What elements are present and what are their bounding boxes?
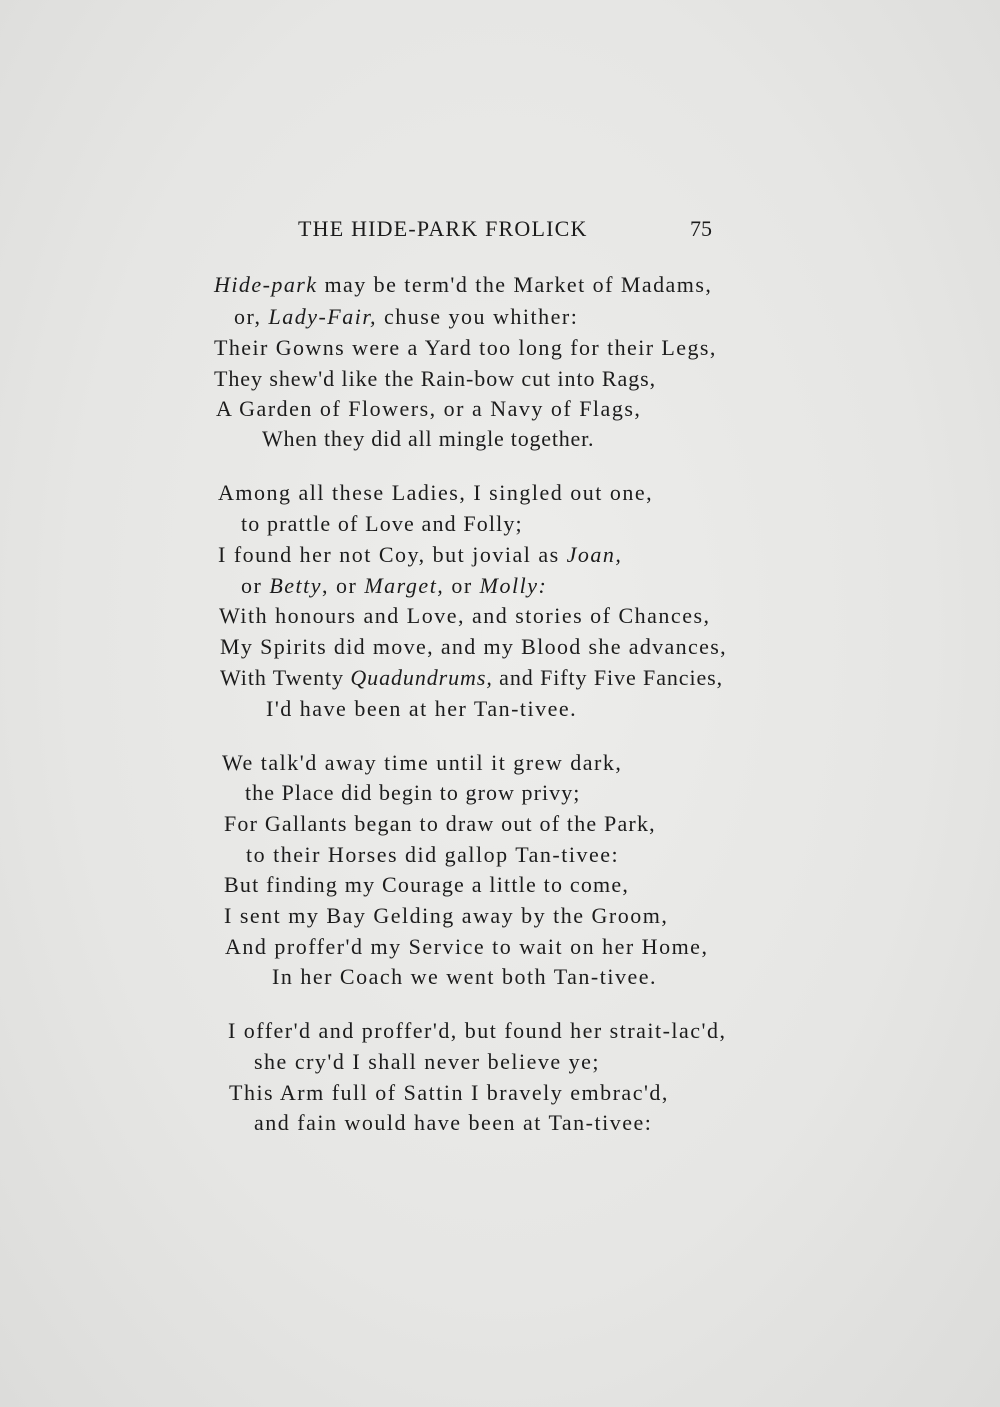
verse-line [214,270,712,300]
line-text: Their Gowns were a Yard too long for their Legs, [214,335,717,360]
verse-line [224,809,656,839]
verse-line [245,778,580,808]
verse-line [241,509,523,539]
italic-text: Betty [269,573,323,598]
line-text: the Place did begin to grow privy; [245,780,581,805]
line-text: For Gallants began to draw out of the Park, [224,811,656,836]
verse-line [228,1016,726,1046]
verse-line [229,1078,669,1108]
line-text: or [444,573,480,598]
verse-line [224,901,668,931]
verse-line [220,663,723,693]
line-text: and fain would have been at Tan-tivee: [254,1110,653,1135]
line-text: may be term'd the Market of Madams, [317,272,713,297]
verse-line [254,1108,652,1138]
line-text: My Spirits did move, and my Blood she advances, [220,634,727,659]
line-text: And proffer'd my Service to wait on her Home, [225,934,709,959]
verse-line [218,540,622,570]
line-text: A Garden of Flowers, or a Navy of Flags, [216,396,642,421]
line-text: I sent my Bay Gelding away by the Groom, [224,903,669,928]
line-text: But finding my Courage a little to come, [224,872,630,897]
italic-text: Joan, [566,542,623,567]
line-text: I found her not Coy, but jovial as [218,542,567,567]
verse-line [272,962,657,992]
italic-text: Quadundrums, [350,665,493,690]
line-text: to their Horses did gallop Tan-tivee: [246,842,620,867]
line-text: , or [322,573,365,598]
verse-line [241,571,547,601]
line-text: and Fifty Five Fancies, [492,665,724,690]
page-header [298,212,712,246]
verse-line [220,632,727,662]
line-text: This Arm full of Sattin I bravely embrac'd, [229,1080,669,1105]
line-text: or [241,573,270,598]
line-text: she cry'd I shall never believe ye; [254,1049,601,1074]
verse-line [216,394,641,424]
italic-text: Molly: [479,573,548,598]
line-text: I'd have been at her Tan-tivee. [266,696,578,721]
line-text: We talk'd away time until it grew dark, [222,750,623,775]
verse-line [214,333,717,363]
line-text: Among all these Ladies, I singled out one, [218,480,654,505]
line-text: In her Coach we went both Tan-tivee. [272,964,657,989]
line-text: I offer'd and proffer'd, but found her strait-lac'd, [228,1018,727,1043]
verse-line [219,601,711,631]
italic-text: Lady-Fair, [268,304,377,329]
verse-line [234,302,578,332]
line-text: They shew'd like the Rain-bow cut into Rags, [214,366,657,391]
line-text: to prattle of Love and Folly; [241,511,523,536]
verse-line [266,694,577,724]
page-number: 75 [690,216,712,241]
italic-text: Hide-park [214,272,318,297]
line-text: or, [234,304,269,329]
verse-line [246,840,619,870]
verse-line [214,364,656,394]
line-text: With honours and Love, and stories of Chances, [219,603,711,628]
line-text: With Twenty [220,665,351,690]
verse-line [254,1047,600,1077]
verse-line [225,932,708,962]
verse-line [222,748,622,778]
running-title: THE HIDE-PARK FROLICK [298,216,588,241]
verse-line [262,424,594,454]
italic-text: Marget, [364,573,445,598]
verse-line [224,870,629,900]
line-text: chuse you whither: [376,304,579,329]
verse-line [218,478,653,508]
line-text: When they did all mingle together. [262,426,595,451]
